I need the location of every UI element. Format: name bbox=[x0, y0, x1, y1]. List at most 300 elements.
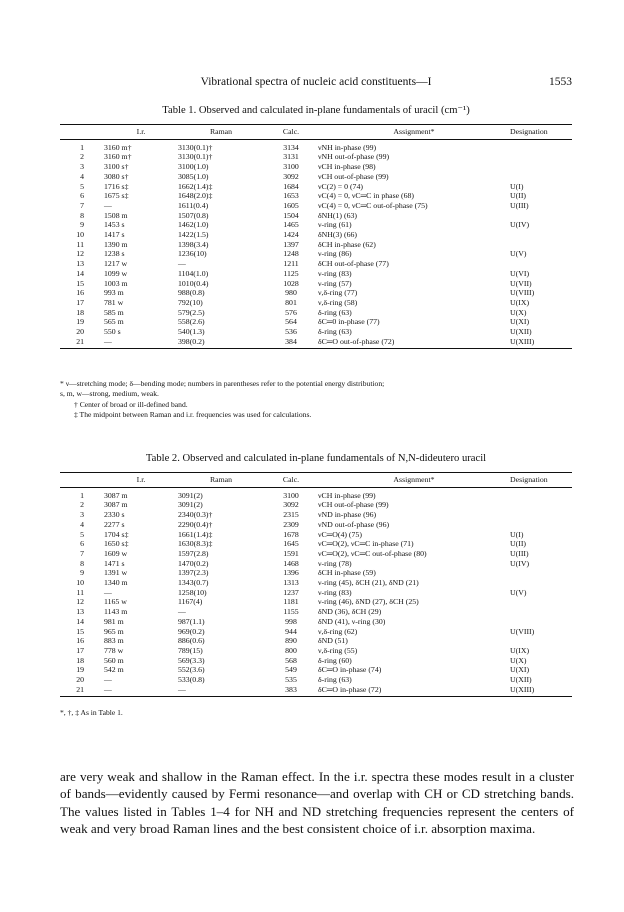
raman-value-cell: 987(1.1) bbox=[178, 616, 205, 626]
raman-value-cell: 569(3.3) bbox=[178, 655, 205, 665]
assignment-cell: δ-ring (63) bbox=[318, 675, 352, 685]
table-row bbox=[60, 568, 572, 578]
row-number-cell: 15 bbox=[76, 626, 84, 636]
assignment-cell: δND (36), δCH (29) bbox=[318, 607, 382, 617]
calc-value-cell: 383 bbox=[285, 684, 297, 694]
designation-cell: U(X) bbox=[510, 655, 527, 665]
raman-value-cell: 1397(2.3) bbox=[178, 568, 209, 578]
table-row bbox=[60, 510, 572, 520]
body-paragraph: are very weak and shallow in the Raman effect. In the i.r. spectra these modes result in a cluster of bands—evidently caused by Fermi resonance—and overlap with CH or CD stretching bands. The values listed in Tables 1–4 for NH and ND stretching frequencies represent the centers of weak and very broad Raman lines and the best consistent choice of i.r. absorption maxima. bbox=[60, 769, 574, 837]
table-row bbox=[60, 162, 572, 172]
assignment-cell: δCH in-phase (59) bbox=[318, 568, 376, 578]
designation-cell: U(XIII) bbox=[510, 684, 535, 694]
ir-value-cell: — bbox=[104, 684, 112, 694]
assignment-cell: ν-ring (78) bbox=[318, 558, 352, 568]
table1-header-cell: Raman bbox=[209, 127, 233, 136]
designation-cell: U(I) bbox=[510, 181, 524, 191]
ir-value-cell: 965 m bbox=[104, 626, 124, 636]
row-number-cell: 11 bbox=[76, 239, 84, 249]
calc-value-cell: 3092 bbox=[283, 171, 299, 181]
calc-value-cell: 1684 bbox=[283, 181, 299, 191]
designation-cell bbox=[510, 636, 572, 646]
assignment-cell: νC(4) = 0, νC═C in phase (68) bbox=[318, 191, 415, 201]
footnote: s, m, w—strong, medium, weak. bbox=[60, 389, 159, 399]
assignment-cell: νCH in-phase (99) bbox=[318, 490, 376, 500]
row-number-cell: 1 bbox=[80, 142, 84, 152]
designation-cell bbox=[510, 152, 572, 162]
raman-value-cell: 1611(0.4) bbox=[178, 200, 209, 210]
table1-header-cell: I.r. bbox=[136, 127, 146, 136]
table-row bbox=[60, 191, 572, 201]
designation-cell: U(II) bbox=[510, 191, 527, 201]
raman-value-cell: 969(0.2) bbox=[178, 626, 205, 636]
assignment-cell: νC(4) = 0, νC═C out-of-phase (75) bbox=[318, 200, 428, 210]
calc-value-cell: 800 bbox=[285, 645, 297, 655]
ir-value-cell: 1453 s bbox=[104, 220, 125, 230]
row-number-cell: 3 bbox=[80, 162, 84, 172]
table-row bbox=[60, 549, 572, 559]
assignment-cell: ν-ring (86) bbox=[318, 249, 352, 259]
designation-cell: U(VIII) bbox=[510, 288, 535, 298]
table2-header-cell: Raman bbox=[209, 475, 233, 484]
row-number-cell: 14 bbox=[76, 616, 84, 626]
assignment-cell: ν,δ-ring (58) bbox=[318, 297, 358, 307]
designation-cell: U(XI) bbox=[510, 317, 530, 327]
assignment-cell: νC═O(2), νC═C out-of-phase (80) bbox=[318, 548, 427, 558]
raman-value-cell: 1422(1.5) bbox=[178, 230, 209, 240]
table-row bbox=[60, 182, 572, 192]
calc-value-cell: 890 bbox=[285, 636, 297, 646]
table-row bbox=[60, 656, 572, 666]
raman-value-cell: 1104(1.0) bbox=[178, 268, 209, 278]
row-number-cell: 2 bbox=[80, 152, 84, 162]
table-row bbox=[60, 269, 572, 279]
page-number: 1553 bbox=[549, 76, 572, 88]
designation-cell bbox=[510, 139, 572, 152]
assignment-cell: νND in-phase (96) bbox=[318, 510, 377, 520]
calc-value-cell: 944 bbox=[285, 626, 297, 636]
footnote: † Center of broad or ill-defined band. bbox=[74, 399, 188, 409]
designation-cell: U(III) bbox=[510, 548, 529, 558]
assignment-cell: νCH out-of-phase (99) bbox=[318, 171, 389, 181]
ir-value-cell: 981 m bbox=[104, 616, 124, 626]
ir-value-cell: 585 m bbox=[104, 307, 124, 317]
table2-footnotes bbox=[60, 708, 572, 718]
table-row bbox=[60, 588, 572, 598]
row-number-cell: 15 bbox=[76, 278, 84, 288]
raman-value-cell: 3091(2) bbox=[178, 500, 203, 510]
calc-value-cell: 3131 bbox=[283, 152, 299, 162]
assignment-cell: ν,δ-ring (62) bbox=[318, 626, 358, 636]
table2-header-cell: Designation bbox=[510, 475, 548, 484]
ir-value-cell: 565 m bbox=[104, 317, 124, 327]
calc-value-cell: 980 bbox=[285, 288, 297, 298]
table-row bbox=[60, 597, 572, 607]
table-row bbox=[60, 288, 572, 298]
table2-header-cell: Calc. bbox=[282, 475, 300, 484]
assignment-cell: δCH in-phase (62) bbox=[318, 239, 376, 249]
assignment-cell: δNH(1) (63) bbox=[318, 210, 357, 220]
ir-value-cell: — bbox=[104, 587, 112, 597]
table-row bbox=[60, 500, 572, 510]
ir-value-cell: 1675 s‡ bbox=[104, 191, 129, 201]
assignment-cell: δNH(3) (66) bbox=[318, 230, 357, 240]
raman-value-cell: 3091(2) bbox=[178, 490, 203, 500]
raman-value-cell: 398(0.2) bbox=[178, 336, 205, 346]
calc-value-cell: 536 bbox=[285, 327, 297, 337]
designation-cell: U(V) bbox=[510, 249, 527, 259]
designation-cell bbox=[510, 510, 572, 520]
designation-cell bbox=[510, 578, 572, 588]
designation-cell: U(X) bbox=[510, 307, 527, 317]
calc-value-cell: 998 bbox=[285, 616, 297, 626]
assignment-cell: δ-ring (60) bbox=[318, 655, 352, 665]
table-row bbox=[60, 559, 572, 569]
calc-value-cell: 1591 bbox=[283, 548, 299, 558]
table2-header-cell: I.r. bbox=[136, 475, 146, 484]
ir-value-cell: 1417 s bbox=[104, 230, 125, 240]
row-number-cell: 12 bbox=[76, 597, 84, 607]
row-number-cell: 17 bbox=[76, 645, 84, 655]
raman-value-cell: 3100(1.0) bbox=[178, 162, 209, 172]
assignment-cell: νND out-of-phase (96) bbox=[318, 519, 390, 529]
table1-header-cell: Designation bbox=[510, 127, 548, 136]
ir-value-cell: 781 w bbox=[104, 297, 124, 307]
calc-value-cell: 549 bbox=[285, 665, 297, 675]
assignment-cell: δC═O out-of-phase (72) bbox=[318, 336, 395, 346]
ir-value-cell: — bbox=[104, 675, 112, 685]
row-number-cell: 5 bbox=[80, 181, 84, 191]
assignment-cell: δND (51) bbox=[318, 636, 348, 646]
assignment-cell: ν,δ-ring (77) bbox=[318, 288, 358, 298]
table-row bbox=[60, 675, 572, 685]
table-row bbox=[60, 201, 572, 211]
raman-value-cell: 540(1.3) bbox=[178, 327, 205, 337]
table-row bbox=[60, 578, 572, 588]
row-number-cell: 9 bbox=[80, 568, 84, 578]
row-number-cell: 7 bbox=[80, 200, 84, 210]
ir-value-cell: 3160 m† bbox=[104, 152, 132, 162]
ir-value-cell: 3080 s† bbox=[104, 171, 129, 181]
row-number-cell: 4 bbox=[80, 171, 84, 181]
ir-value-cell: 3160 m† bbox=[104, 142, 132, 152]
raman-value-cell: 579(2.5) bbox=[178, 307, 205, 317]
table-row bbox=[60, 617, 572, 627]
table-row bbox=[60, 337, 572, 349]
ir-value-cell: 1390 m bbox=[104, 239, 128, 249]
table1-header-row bbox=[60, 125, 572, 140]
designation-cell: U(II) bbox=[510, 539, 527, 549]
assignment-cell: δND (41), ν-ring (30) bbox=[318, 616, 386, 626]
ir-value-cell: 560 m bbox=[104, 655, 124, 665]
row-number-cell: 11 bbox=[76, 587, 84, 597]
ir-value-cell: 1238 s bbox=[104, 249, 125, 259]
row-number-cell: 6 bbox=[80, 539, 84, 549]
assignment-cell: νCH out-of-phase (99) bbox=[318, 500, 389, 510]
ir-value-cell: 2277 s bbox=[104, 519, 125, 529]
table-row bbox=[60, 308, 572, 318]
raman-value-cell: — bbox=[178, 607, 186, 617]
raman-value-cell: 792(10) bbox=[178, 297, 203, 307]
table1-footnotes bbox=[60, 379, 572, 421]
raman-value-cell: 1010(0.4) bbox=[178, 278, 209, 288]
raman-value-cell: 533(0.8) bbox=[178, 675, 205, 685]
designation-cell: U(XII) bbox=[510, 675, 532, 685]
calc-value-cell: 1155 bbox=[283, 607, 299, 617]
designation-cell bbox=[510, 240, 572, 250]
ir-value-cell: 1391 w bbox=[104, 568, 128, 578]
designation-cell bbox=[510, 259, 572, 269]
raman-value-cell: 1661(1.4)‡ bbox=[178, 529, 213, 539]
designation-cell bbox=[510, 607, 572, 617]
designation-cell bbox=[510, 230, 572, 240]
raman-value-cell: 2340(0.3)† bbox=[178, 510, 213, 520]
raman-value-cell: 1630(8.3)‡ bbox=[178, 539, 213, 549]
table2-caption: Table 2. Observed and calculated in-plane fundamentals of N,N-dideutero uracil bbox=[145, 453, 487, 464]
running-title: Vibrational spectra of nucleic acid constituents—I bbox=[200, 76, 432, 88]
calc-value-cell: 3092 bbox=[283, 500, 299, 510]
calc-value-cell: 1504 bbox=[283, 210, 299, 220]
designation-cell bbox=[510, 568, 572, 578]
row-number-cell: 5 bbox=[80, 529, 84, 539]
designation-cell bbox=[510, 520, 572, 530]
table2-header-cell: Assignment* bbox=[393, 475, 435, 484]
designation-cell: U(IV) bbox=[510, 220, 530, 230]
ir-value-cell: 1099 w bbox=[104, 268, 128, 278]
designation-cell: U(XIII) bbox=[510, 336, 535, 346]
calc-value-cell: 1653 bbox=[283, 191, 299, 201]
raman-value-cell: 1662(1.4)‡ bbox=[178, 181, 213, 191]
row-number-cell: 10 bbox=[76, 230, 84, 240]
designation-cell: U(XII) bbox=[510, 327, 532, 337]
assignment-cell: δC═O in-phase (72) bbox=[318, 684, 382, 694]
raman-value-cell: 1462(1.0) bbox=[178, 220, 209, 230]
row-number-cell: 13 bbox=[76, 607, 84, 617]
row-number-cell: 6 bbox=[80, 191, 84, 201]
row-number-cell: 3 bbox=[80, 510, 84, 520]
calc-value-cell: 3134 bbox=[283, 142, 299, 152]
table-row bbox=[60, 240, 572, 250]
designation-cell: U(I) bbox=[510, 529, 524, 539]
ir-value-cell: 1716 s‡ bbox=[104, 181, 129, 191]
calc-value-cell: 1468 bbox=[283, 558, 299, 568]
calc-value-cell: 576 bbox=[285, 307, 297, 317]
raman-value-cell: 1258(10) bbox=[178, 587, 207, 597]
designation-cell bbox=[510, 172, 572, 182]
ir-value-cell: — bbox=[104, 336, 112, 346]
row-number-cell: 16 bbox=[76, 636, 84, 646]
assignment-cell: ν-ring (46), δND (27), δCH (25) bbox=[318, 597, 419, 607]
calc-value-cell: 564 bbox=[285, 317, 297, 327]
assignment-cell: ν,δ-ring (55) bbox=[318, 645, 358, 655]
calc-value-cell: 1181 bbox=[283, 597, 299, 607]
calc-value-cell: 1211 bbox=[283, 259, 299, 269]
raman-value-cell: 2290(0.4)† bbox=[178, 519, 213, 529]
calc-value-cell: 1605 bbox=[283, 200, 299, 210]
row-number-cell: 16 bbox=[76, 288, 84, 298]
raman-value-cell: 886(0.6) bbox=[178, 636, 205, 646]
designation-cell: U(VII) bbox=[510, 278, 532, 288]
table1-body bbox=[60, 139, 572, 349]
footnote: ‡ The midpoint between Raman and i.r. frequencies was used for calculations. bbox=[74, 410, 312, 420]
table1-header-cell bbox=[60, 125, 104, 140]
row-number-cell: 7 bbox=[80, 548, 84, 558]
raman-value-cell: 558(2.6) bbox=[178, 317, 205, 327]
raman-value-cell: 3085(1.0) bbox=[178, 171, 209, 181]
raman-value-cell: 988(0.8) bbox=[178, 288, 205, 298]
calc-value-cell: 3100 bbox=[283, 162, 299, 172]
ir-value-cell: 1508 m bbox=[104, 210, 128, 220]
assignment-cell: ν-ring (45), δCH (21), δND (21) bbox=[318, 578, 419, 588]
assignment-cell: δ-ring (63) bbox=[318, 327, 352, 337]
table-row bbox=[60, 607, 572, 617]
row-number-cell: 19 bbox=[76, 317, 84, 327]
raman-value-cell: 1398(3.4) bbox=[178, 239, 209, 249]
designation-cell: U(IX) bbox=[510, 645, 530, 655]
ir-value-cell: 3087 m bbox=[104, 490, 128, 500]
row-number-cell: 18 bbox=[76, 655, 84, 665]
row-number-cell: 2 bbox=[80, 500, 84, 510]
ir-value-cell: 3100 s† bbox=[104, 162, 129, 172]
table-row bbox=[60, 279, 572, 289]
table1 bbox=[60, 124, 572, 349]
table-row bbox=[60, 249, 572, 259]
row-number-cell: 8 bbox=[80, 210, 84, 220]
calc-value-cell: 1424 bbox=[283, 230, 299, 240]
ir-value-cell: 1340 m bbox=[104, 578, 128, 588]
calc-value-cell: 3100 bbox=[283, 490, 299, 500]
row-number-cell: 9 bbox=[80, 220, 84, 230]
table2-header-cell bbox=[60, 473, 104, 488]
assignment-cell: νC═O(2), νC═C in-phase (71) bbox=[318, 539, 414, 549]
calc-value-cell: 1396 bbox=[283, 568, 299, 578]
ir-value-cell: — bbox=[104, 200, 112, 210]
calc-value-cell: 1028 bbox=[283, 278, 299, 288]
calc-value-cell: 2315 bbox=[283, 510, 299, 520]
ir-value-cell: 1143 m bbox=[104, 607, 128, 617]
footnote: * ν—stretching mode; δ—bending mode; numbers in parentheses refer to the potential energy distribution; bbox=[60, 379, 385, 388]
table-row bbox=[60, 152, 572, 162]
assignment-cell: νCH in-phase (98) bbox=[318, 162, 376, 172]
row-number-cell: 13 bbox=[76, 259, 84, 269]
calc-value-cell: 801 bbox=[285, 297, 297, 307]
designation-cell: U(III) bbox=[510, 200, 529, 210]
assignment-cell: νC(2) = 0 (74) bbox=[318, 181, 363, 191]
row-number-cell: 8 bbox=[80, 558, 84, 568]
row-number-cell: 4 bbox=[80, 519, 84, 529]
designation-cell bbox=[510, 597, 572, 607]
table-row bbox=[60, 627, 572, 637]
designation-cell: U(V) bbox=[510, 587, 527, 597]
raman-value-cell: 552(3.6) bbox=[178, 665, 205, 675]
table1-header-cell: Assignment* bbox=[393, 127, 435, 136]
calc-value-cell: 1465 bbox=[283, 220, 299, 230]
ir-value-cell: 1609 w bbox=[104, 548, 128, 558]
raman-value-cell: 1597(2.8) bbox=[178, 548, 209, 558]
ir-value-cell: 1003 m bbox=[104, 278, 128, 288]
table2 bbox=[60, 472, 572, 697]
table-row bbox=[60, 487, 572, 500]
table-row bbox=[60, 230, 572, 240]
assignment-cell: νNH out-of-phase (99) bbox=[318, 152, 390, 162]
table-row bbox=[60, 520, 572, 530]
assignment-cell: ν-ring (83) bbox=[318, 268, 352, 278]
calc-value-cell: 1645 bbox=[283, 539, 299, 549]
assignment-cell: νNH in-phase (99) bbox=[318, 142, 377, 152]
table-row bbox=[60, 259, 572, 269]
row-number-cell: 14 bbox=[76, 268, 84, 278]
table-row bbox=[60, 665, 572, 675]
calc-value-cell: 568 bbox=[285, 655, 297, 665]
table2-body bbox=[60, 487, 572, 697]
designation-cell bbox=[510, 487, 572, 500]
table-row bbox=[60, 211, 572, 221]
row-number-cell: 21 bbox=[76, 684, 84, 694]
ir-value-cell: 2330 s bbox=[104, 510, 125, 520]
raman-value-cell: 3130(0.1)† bbox=[178, 142, 213, 152]
row-number-cell: 20 bbox=[76, 675, 84, 685]
raman-value-cell: 1343(0.7) bbox=[178, 578, 209, 588]
ir-value-cell: 3087 m bbox=[104, 500, 128, 510]
designation-cell: U(VIII) bbox=[510, 626, 535, 636]
ir-value-cell: 1165 w bbox=[104, 597, 127, 607]
table-row bbox=[60, 636, 572, 646]
designation-cell: U(VI) bbox=[510, 268, 530, 278]
row-number-cell: 12 bbox=[76, 249, 84, 259]
calc-value-cell: 1237 bbox=[283, 587, 299, 597]
ir-value-cell: 542 m bbox=[104, 665, 124, 675]
designation-cell: U(IV) bbox=[510, 558, 530, 568]
row-number-cell: 18 bbox=[76, 307, 84, 317]
ir-value-cell: 550 s bbox=[104, 327, 121, 337]
calc-value-cell: 384 bbox=[285, 336, 297, 346]
footnote: *, †, ‡ As in Table 1. bbox=[60, 708, 123, 717]
raman-value-cell: 1470(0.2) bbox=[178, 558, 209, 568]
calc-value-cell: 2309 bbox=[283, 519, 299, 529]
raman-value-cell: 3130(0.1)† bbox=[178, 152, 213, 162]
table-row bbox=[60, 327, 572, 337]
raman-value-cell: — bbox=[178, 259, 186, 269]
raman-value-cell: 789(15) bbox=[178, 645, 203, 655]
table2-header-row bbox=[60, 473, 572, 488]
ir-value-cell: 883 m bbox=[104, 636, 124, 646]
assignment-cell: ν-ring (83) bbox=[318, 587, 352, 597]
designation-cell bbox=[510, 211, 572, 221]
assignment-cell: δ-ring (63) bbox=[318, 307, 352, 317]
table-row bbox=[60, 298, 572, 308]
assignment-cell: δC═O in-phase (74) bbox=[318, 665, 382, 675]
table1-caption: Table 1. Observed and calculated in-plane fundamentals of uracil (cm⁻¹) bbox=[162, 105, 470, 116]
ir-value-cell: 1471 s bbox=[104, 558, 125, 568]
table-row bbox=[60, 530, 572, 540]
table-row bbox=[60, 317, 572, 327]
table1-header-cell: Calc. bbox=[282, 127, 300, 136]
table-row bbox=[60, 539, 572, 549]
ir-value-cell: 1704 s‡ bbox=[104, 529, 129, 539]
table-row bbox=[60, 220, 572, 230]
row-number-cell: 17 bbox=[76, 297, 84, 307]
table-row bbox=[60, 685, 572, 697]
row-number-cell: 19 bbox=[76, 665, 84, 675]
assignment-cell: νC═O(4) (75) bbox=[318, 529, 362, 539]
designation-cell bbox=[510, 500, 572, 510]
assignment-cell: δC═0 in-phase (77) bbox=[318, 317, 380, 327]
row-number-cell: 21 bbox=[76, 336, 84, 346]
raman-value-cell: 1167(4) bbox=[178, 597, 203, 607]
designation-cell: U(IX) bbox=[510, 297, 530, 307]
ir-value-cell: 778 w bbox=[104, 645, 124, 655]
ir-value-cell: 1650 s‡ bbox=[104, 539, 129, 549]
